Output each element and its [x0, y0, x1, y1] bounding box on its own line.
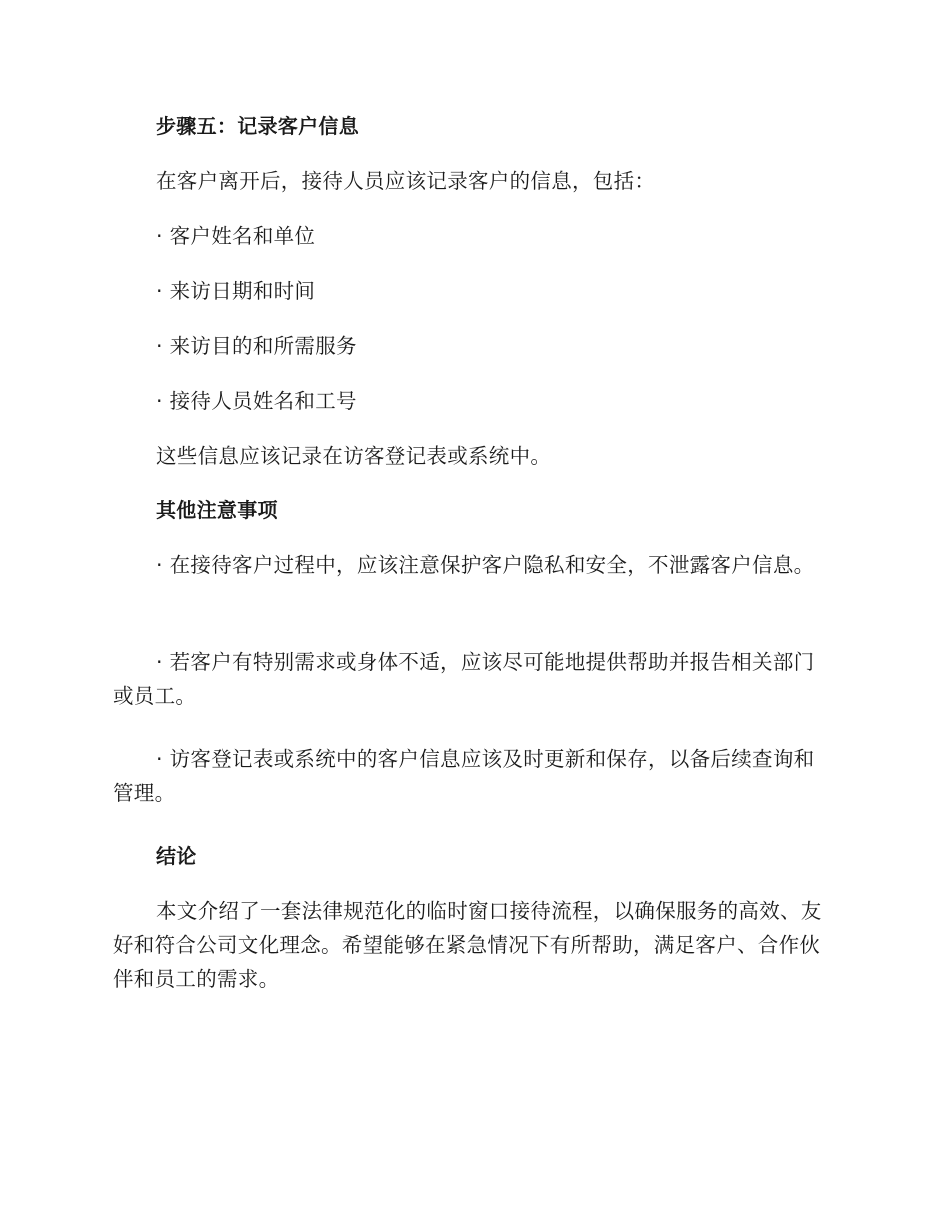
section-heading-conclusion: 结论	[156, 844, 197, 868]
section-heading-notes: 其他注意事项	[156, 498, 278, 522]
list-item: · 来访目的和所需服务	[156, 334, 357, 358]
note-item: · 访客登记表或系统中的客户信息应该及时更新和保存，以备后续查询和管理。	[113, 747, 815, 805]
list-item: · 来访日期和时间	[156, 279, 316, 303]
note-item: · 在接待客户过程中，应该注意保护客户隐私和安全，不泄露客户信息。	[156, 553, 815, 577]
section-heading-step5: 步骤五：记录客户信息	[156, 114, 359, 138]
note-item: · 若客户有特别需求或身体不适，应该尽可能地提供帮助并报告相关部门或员工。	[113, 650, 815, 708]
paragraph-intro: 在客户离开后，接待人员应该记录客户的信息，包括：	[156, 169, 656, 193]
paragraph-closing: 这些信息应该记录在访客登记表或系统中。	[156, 444, 552, 468]
list-item: · 客户姓名和单位	[156, 224, 316, 248]
list-item: · 接待人员姓名和工号	[156, 389, 357, 413]
paragraph-conclusion: 本文介绍了一套法律规范化的临时窗口接待流程，以确保服务的高效、友好和符合公司文化理念。希望能够在紧急情况下有所帮助，满足客户、合作伙伴和员工的需求。	[113, 899, 822, 991]
